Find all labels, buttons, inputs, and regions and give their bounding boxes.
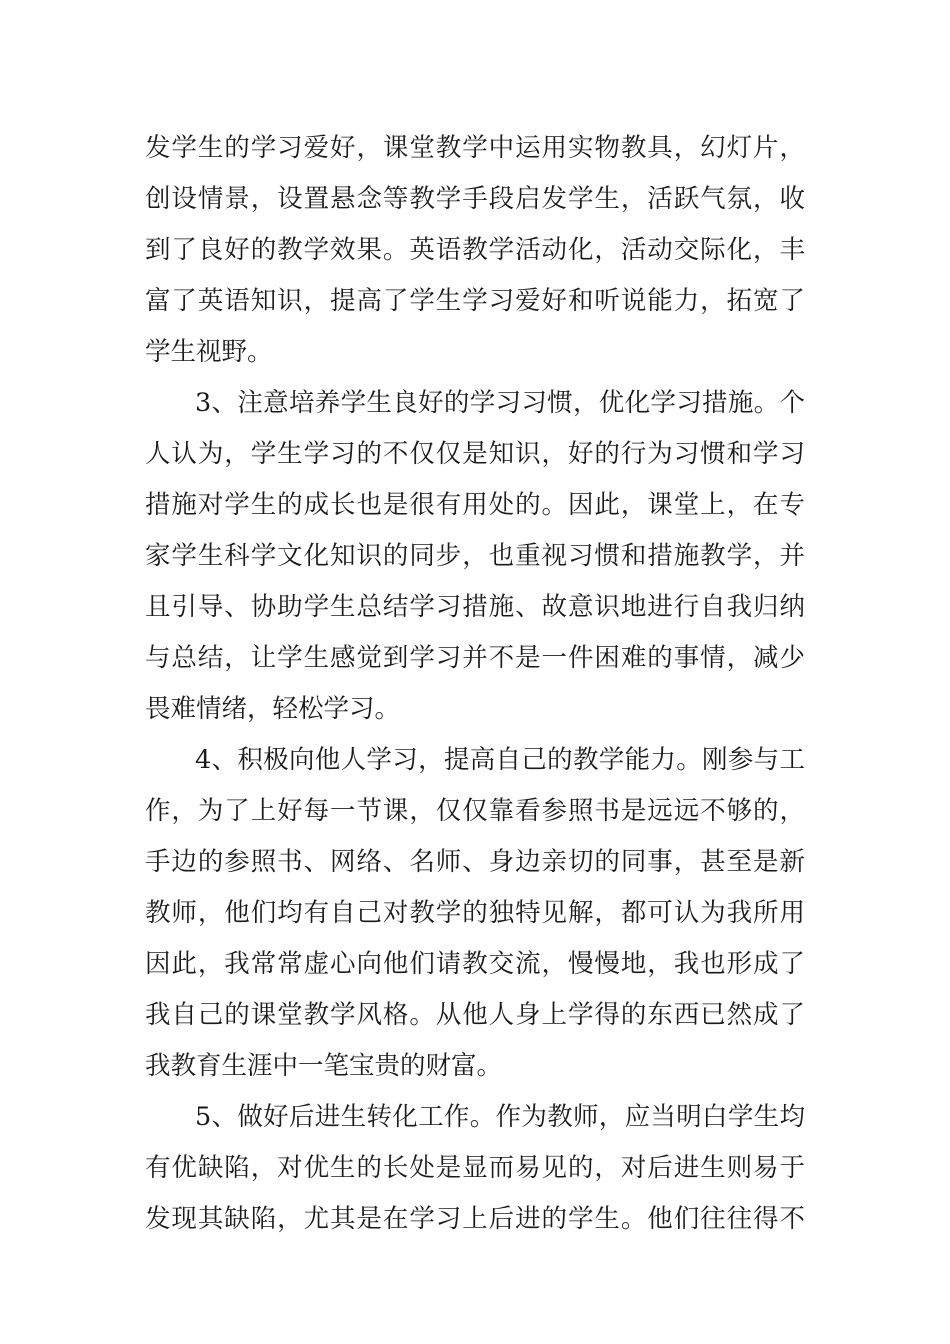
paragraph-1 <box>145 126 805 381</box>
text-line: 发学生的学习爱好，课堂教学中运用实物教具，幻灯片， <box>145 133 805 163</box>
text-line: 人认为，学生学习的不仅仅是知识，好的行为习惯和学习 <box>145 439 805 469</box>
document-page <box>145 126 805 1248</box>
text-line: 我自己的课堂教学风格。从他人身上学得的东西已然成了 <box>145 1000 805 1030</box>
paragraph-3 <box>145 738 805 1095</box>
text-line: 到了良好的教学效果。英语教学活动化，活动交际化，丰 <box>145 235 805 265</box>
text-line: 3、注意培养学生良好的学习习惯，优化学习措施。个 <box>195 388 805 418</box>
text-line: 5、做好后进生转化工作。作为教师，应当明白学生均 <box>195 1102 805 1132</box>
text-line: 因此，我常常虚心向他们请教交流，慢慢地，我也形成了 <box>145 949 805 979</box>
text-line: 创设情景，设置悬念等教学手段启发学生，活跃气氛，收 <box>145 184 805 214</box>
text-line: 富了英语知识，提高了学生学习爱好和听说能力，拓宽了 <box>145 286 805 316</box>
text-line: 学生视野。 <box>145 337 273 367</box>
text-line: 作，为了上好每一节课，仅仅靠看参照书是远远不够的， <box>145 796 805 826</box>
text-line: 家学生科学文化知识的同步，也重视习惯和措施教学，并 <box>145 541 805 571</box>
text-line: 手边的参照书、网络、名师、身边亲切的同事，甚至是新 <box>145 847 805 877</box>
text-line: 教师，他们均有自己对教学的独特见解，都可认为我所用 <box>145 898 805 928</box>
text-line: 畏难情绪，轻松学习。 <box>145 694 401 724</box>
text-line: 与总结，让学生感觉到学习并不是一件困难的事情，减少 <box>145 643 805 673</box>
text-line: 且引导、协助学生总结学习措施、故意识地进行自我归纳 <box>145 592 805 622</box>
text-line: 有优缺陷，对优生的长处是显而易见的，对后进生则易于 <box>145 1153 805 1183</box>
paragraph-2 <box>145 381 805 738</box>
text-line: 我教育生涯中一笔宝贵的财富。 <box>145 1051 503 1081</box>
text-line: 措施对学生的成长也是很有用处的。因此，课堂上，在专 <box>145 490 805 520</box>
paragraph-4 <box>145 1095 805 1248</box>
text-line: 发现其缺陷，尤其是在学习上后进的学生。他们往往得不 <box>145 1204 805 1234</box>
text-line: 4、积极向他人学习，提高自己的教学能力。刚参与工 <box>195 745 805 775</box>
